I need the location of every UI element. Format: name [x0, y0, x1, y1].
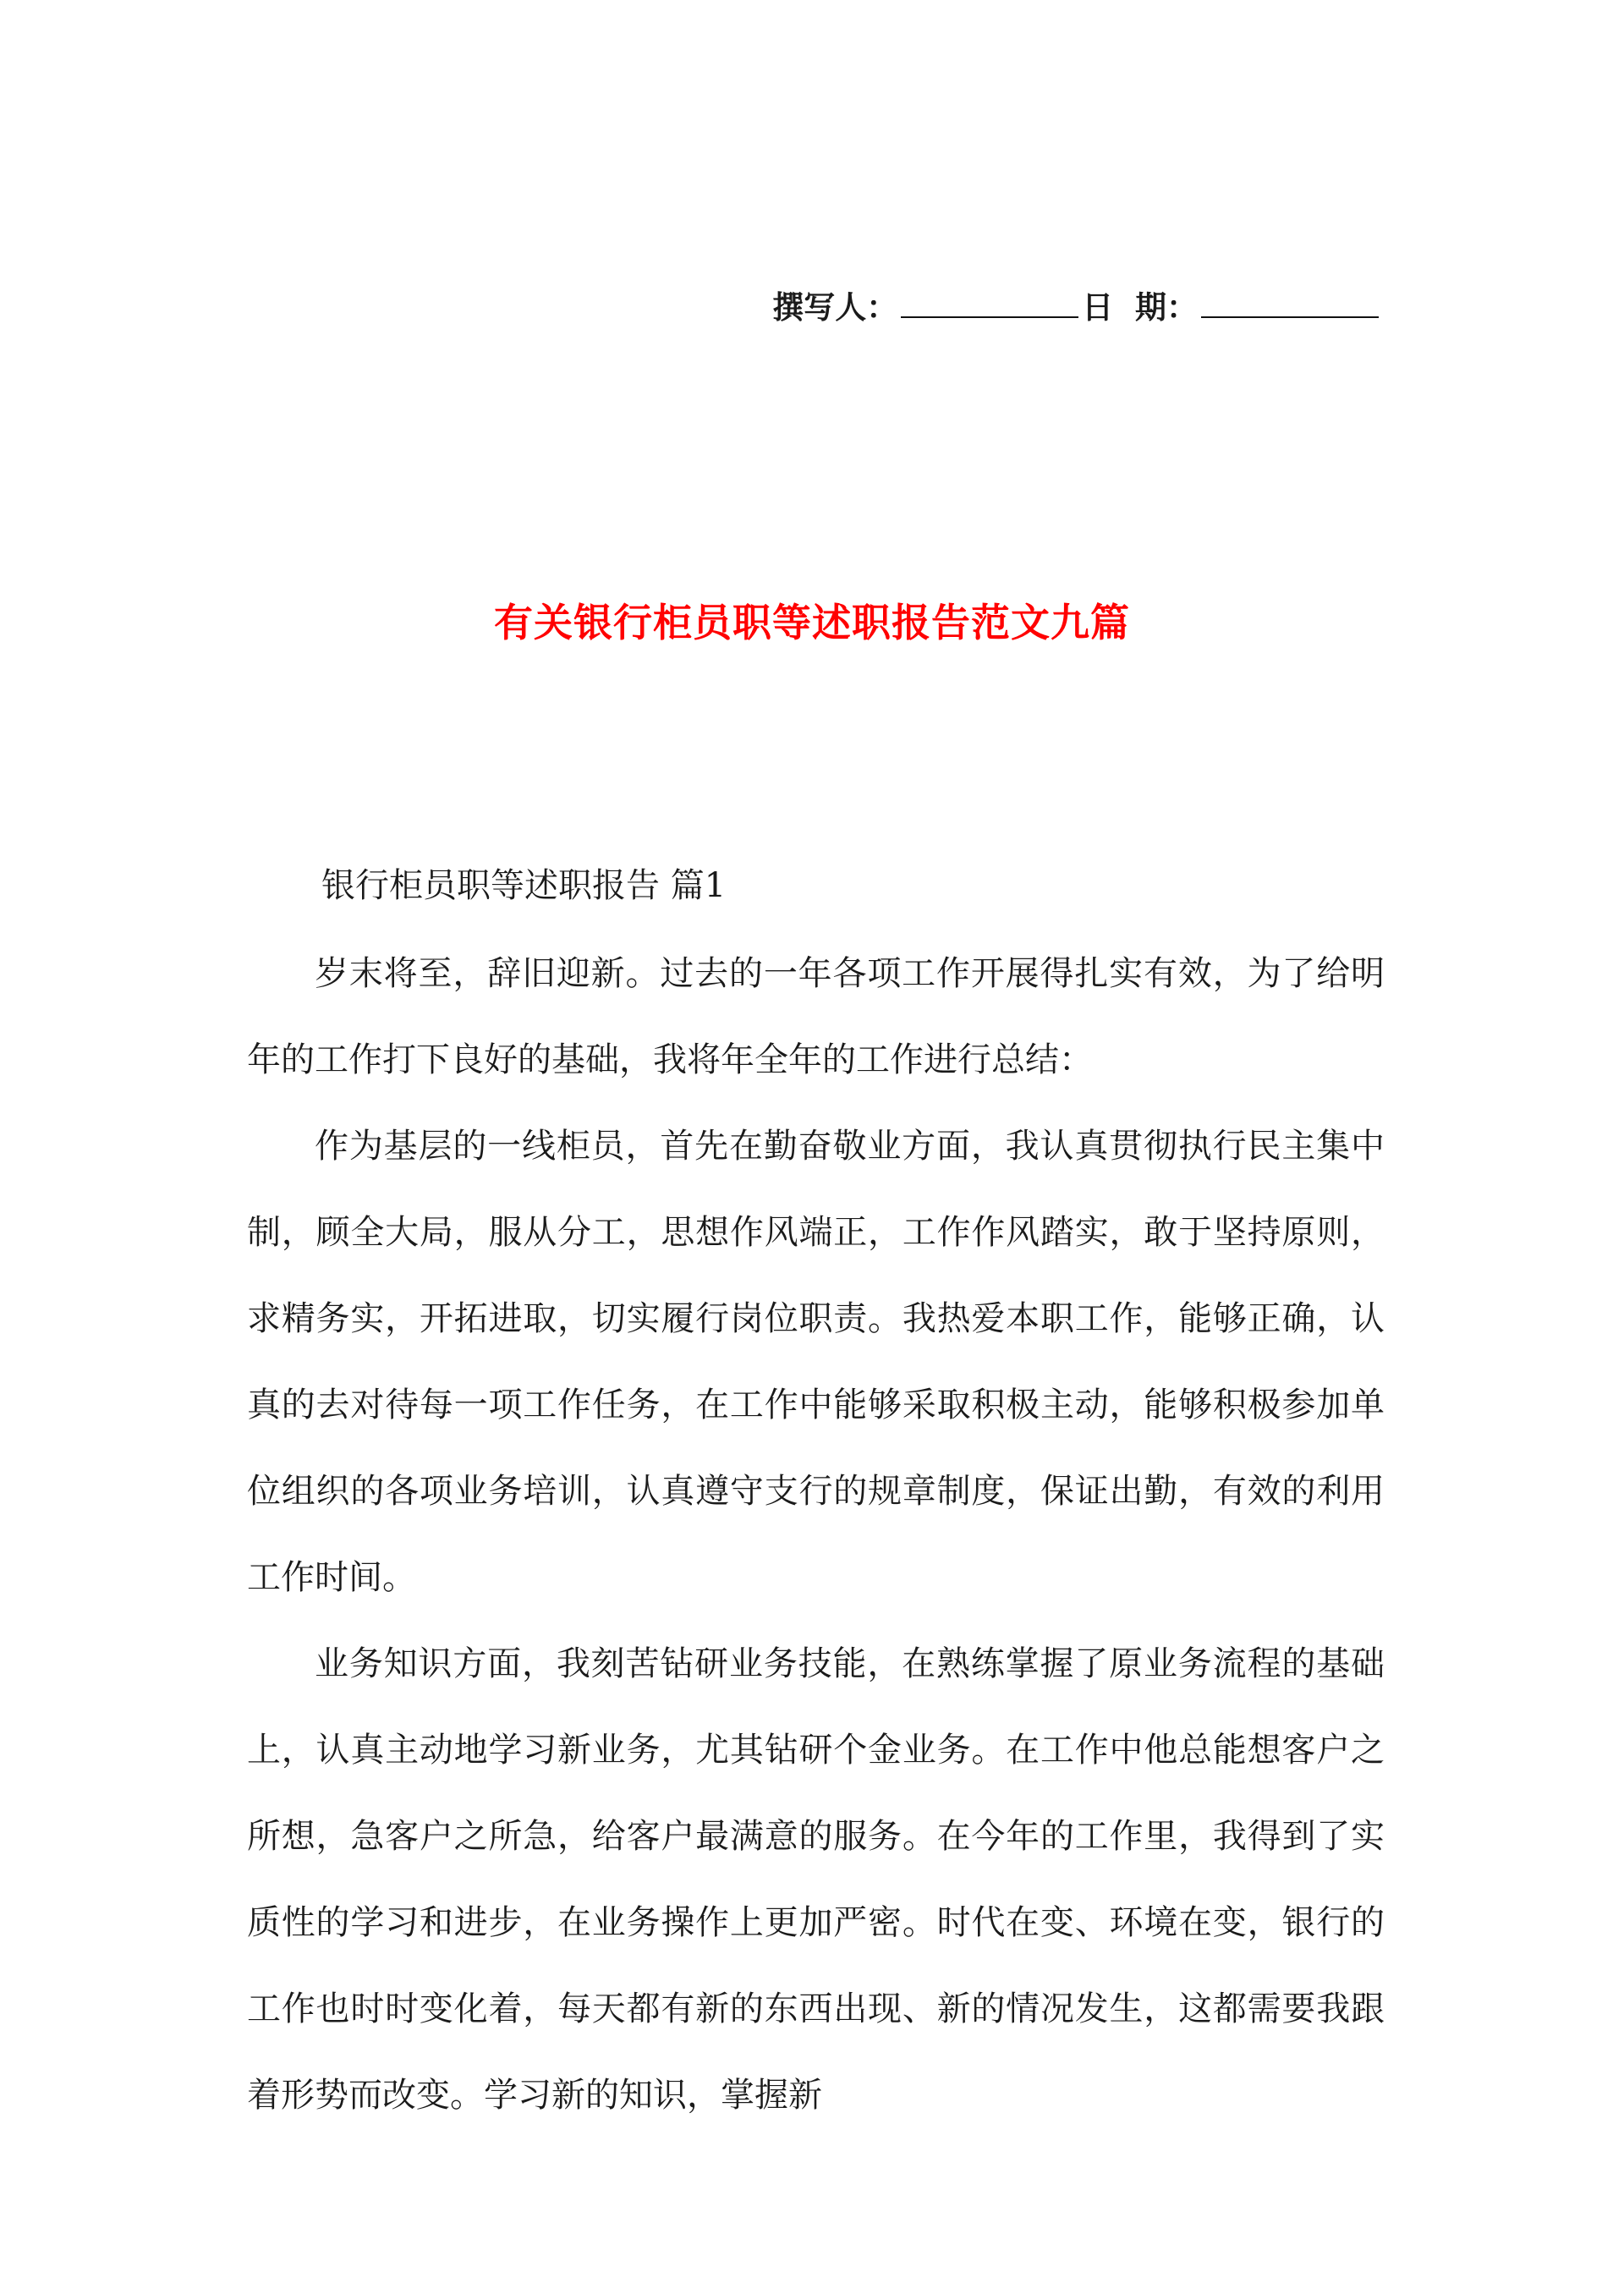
paragraph: 业务知识方面，我刻苦钻研业务技能，在熟练掌握了原业务流程的基础上，认真主动地学习新业务，尤其钻研个金业务。在工作中他总能想客户之所想，急客户之所急，给客户最满意的服务。在今年的工作里，我得到了实质性的学习和进步，在业务操作上更加严密。时代在变、环境在变，银行的工作也时时变化着，每天都有新的东西出现、新的情况发生，这都需要我跟着形势而改变。学习新的知识，掌握新 — [247, 1644, 1385, 2115]
body-text — [247, 930, 1385, 2138]
section-heading: 银行柜员职等述职报告 篇1 — [321, 866, 727, 905]
document-title: 有关银行柜员职等述职报告范文九篇 — [494, 600, 1130, 645]
date-blank — [1201, 291, 1379, 318]
author-date-line — [772, 282, 1382, 327]
date-label: 日 期： — [1082, 289, 1198, 326]
author-blank — [901, 291, 1078, 318]
author-label: 撰写人： — [772, 289, 898, 326]
paragraph: 作为基层的一线柜员，首先在勤奋敬业方面，我认真贯彻执行民主集中制，顾全大局，服从分工，思想作风端正，工作作风踏实，敢于坚持原则，求精务实，开拓进取，切实履行岗位职责。我热爱本职工作，能够正确，认真的去对待每一项工作任务，在工作中能够采取积极主动，能够积极参加单位组织的各项业务培训，认真遵守支行的规章制度，保证出勤，有效的利用工作时间。 — [247, 1127, 1385, 1597]
paragraph: 岁末将至，辞旧迎新。过去的一年各项工作开展得扎实有效，为了给明年的工作打下良好的基础，我将年全年的工作进行总结： — [247, 954, 1385, 1079]
